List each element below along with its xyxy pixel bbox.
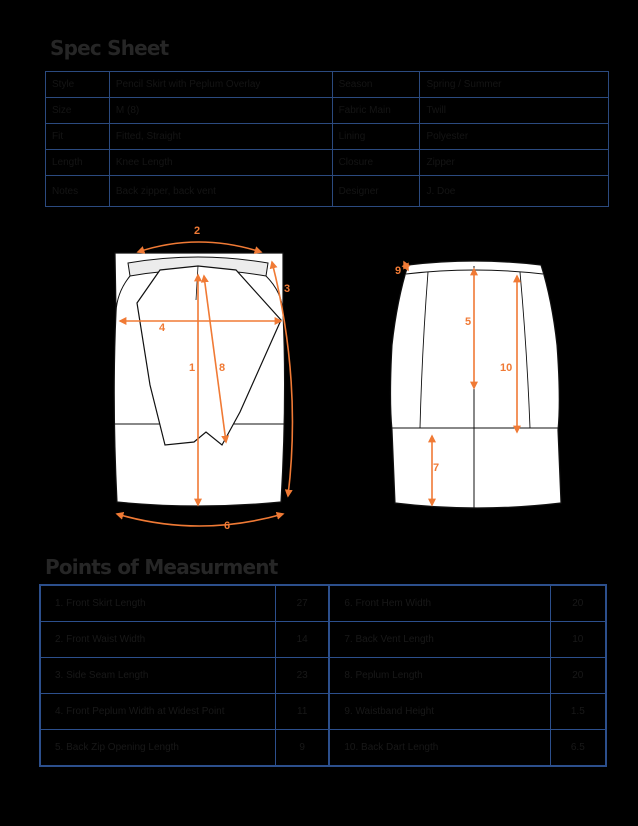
spec-label: Size xyxy=(46,98,110,124)
spec-value: J. Doe xyxy=(420,176,609,207)
pom-value: 27 xyxy=(276,585,330,622)
spec-sheet-title: Spec Sheet xyxy=(50,36,169,60)
pom-description: 6. Front Hem Width xyxy=(329,585,550,622)
points-of-measurement-title: Points of Measurment xyxy=(45,555,278,579)
spec-label: Closure xyxy=(332,150,420,176)
pom-value: 11 xyxy=(276,694,330,730)
spec-value: Polyester xyxy=(420,124,609,150)
table-row xyxy=(46,124,609,150)
spec-label: Lining xyxy=(332,124,420,150)
pom-description: 8. Peplum Length xyxy=(329,658,550,694)
skirt-front-view xyxy=(114,253,284,506)
pom-description: 5. Back Zip Opening Length xyxy=(40,730,276,767)
pom-description: 2. Front Waist Width xyxy=(40,622,276,658)
pom-value: 20 xyxy=(550,658,606,694)
table-row xyxy=(46,98,609,124)
table-row xyxy=(46,72,609,98)
table-row xyxy=(40,730,606,767)
measure-6-hem-width xyxy=(117,514,283,526)
spec-label: Notes xyxy=(46,176,110,207)
pom-value: 14 xyxy=(276,622,330,658)
spec-value: Twill xyxy=(420,98,609,124)
label-3: 3 xyxy=(284,283,291,295)
spec-value: M (8) xyxy=(109,98,332,124)
pom-description: 3. Side Seam Length xyxy=(40,658,276,694)
spec-sheet-table xyxy=(45,71,609,207)
pom-description: 1. Front Skirt Length xyxy=(40,585,276,622)
table-row xyxy=(46,150,609,176)
table-row xyxy=(40,694,606,730)
spec-label: Length xyxy=(46,150,110,176)
pom-value: 20 xyxy=(550,585,606,622)
label-9: 9 xyxy=(395,265,402,277)
pom-value: 6.5 xyxy=(550,730,606,767)
spec-label: Fabric Main xyxy=(332,98,420,124)
spec-value: Fitted, Straight xyxy=(109,124,332,150)
table-row xyxy=(40,585,606,622)
skirt-back-view xyxy=(391,261,562,508)
points-of-measurement-table xyxy=(39,584,607,767)
pom-value: 1.5 xyxy=(550,694,606,730)
spec-label: Fit xyxy=(46,124,110,150)
label-2: 2 xyxy=(194,225,201,237)
spec-value: Pencil Skirt with Peplum Overlay xyxy=(109,72,332,98)
back-skirt-body xyxy=(391,261,562,508)
pom-description: 4. Front Peplum Width at Widest Point xyxy=(40,694,276,730)
label-4: 4 xyxy=(159,322,166,334)
spec-value: Knee Length xyxy=(109,150,332,176)
spec-label: Designer xyxy=(332,176,420,207)
spec-value: Zipper xyxy=(420,150,609,176)
measure-2-waist-width xyxy=(138,242,261,252)
label-10: 10 xyxy=(500,362,513,374)
pom-description: 7. Back Vent Length xyxy=(329,622,550,658)
label-5: 5 xyxy=(465,316,472,328)
table-row xyxy=(40,658,606,694)
label-1: 1 xyxy=(189,362,196,374)
label-6: 6 xyxy=(224,520,231,532)
pom-value: 9 xyxy=(276,730,330,767)
table-row xyxy=(46,176,609,207)
label-8: 8 xyxy=(219,362,226,374)
table-row xyxy=(40,622,606,658)
spec-label: Season xyxy=(332,72,420,98)
spec-value: Spring / Summer xyxy=(420,72,609,98)
pom-value: 23 xyxy=(276,658,330,694)
spec-value: Back zipper, back vent xyxy=(109,176,332,207)
pom-description: 9. Waistband Height xyxy=(329,694,550,730)
pom-description: 10. Back Dart Length xyxy=(329,730,550,767)
spec-label: Style xyxy=(46,72,110,98)
label-7: 7 xyxy=(433,462,440,474)
skirt-technical-sketch xyxy=(0,215,638,535)
pom-value: 10 xyxy=(550,622,606,658)
